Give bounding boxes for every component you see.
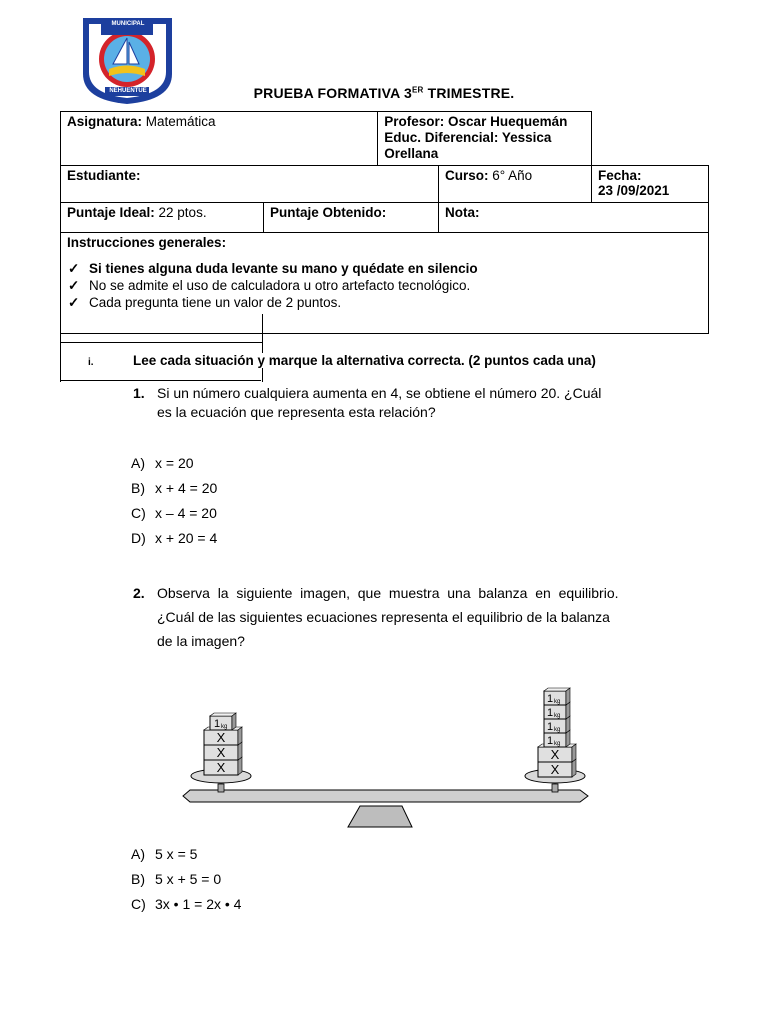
option-a[interactable]: A) 5 x = 5 bbox=[131, 846, 198, 862]
svg-text:X: X bbox=[216, 760, 226, 775]
profesor-text: Profesor: Oscar Huequemán bbox=[384, 114, 568, 129]
logo-bottom-text: NEHUENTUE bbox=[109, 88, 147, 94]
question-2 bbox=[133, 581, 657, 653]
asignatura-value: Matemática bbox=[142, 114, 216, 129]
instrucciones-label: Instrucciones generales: bbox=[67, 235, 227, 250]
option-a[interactable]: A) x = 20 bbox=[131, 455, 194, 471]
instruction-item: ✓ No se admite el uso de calculadora u otro artefacto tecnológico. bbox=[89, 277, 702, 294]
svg-text:1: 1 bbox=[214, 718, 221, 730]
section-number: i. bbox=[88, 357, 94, 368]
section-text: Lee cada situación y marque la alternativa correcta. (2 puntos cada una) bbox=[133, 353, 596, 368]
question-number: 2. bbox=[133, 585, 145, 601]
puntaje-obtenido-label: Puntaje Obtenido: bbox=[270, 205, 387, 220]
svg-text:1: 1 bbox=[547, 721, 554, 733]
logo-top-text: ESCUELA MUNICIPAL bbox=[111, 14, 145, 27]
svg-text:X: X bbox=[550, 747, 560, 762]
question-text: Si un número cualquiera aumenta en 4, se obtiene el número 20. ¿Cuál bbox=[157, 385, 602, 401]
estudiante-label: Estudiante: bbox=[67, 168, 141, 183]
puntaje-ideal-label: Puntaje Ideal: bbox=[67, 205, 155, 220]
question-text: de la imagen? bbox=[157, 633, 245, 649]
svg-text:X: X bbox=[550, 762, 560, 777]
instruction-item: ✓ Cada pregunta tiene un valor de 2 puntos. bbox=[89, 294, 702, 311]
svg-text:1: 1 bbox=[547, 707, 554, 719]
question-text: Observa la siguiente imagen, que muestra una balanza en equilibrio. bbox=[157, 585, 619, 601]
svg-text:kg: kg bbox=[554, 727, 561, 733]
option-d[interactable]: D) x + 20 = 4 bbox=[131, 530, 218, 546]
fecha-label: Fecha: bbox=[598, 168, 642, 183]
instruction-item: ✓ Si tienes alguna duda levante su mano y quédate en silencio bbox=[89, 260, 702, 277]
svg-text:kg: kg bbox=[554, 699, 561, 705]
question-1 bbox=[133, 384, 601, 422]
option-b[interactable]: B) x + 4 = 20 bbox=[131, 480, 218, 496]
svg-text:kg: kg bbox=[554, 741, 561, 747]
option-c[interactable]: C) 3x • 1 = 2x • 4 bbox=[131, 896, 242, 912]
svg-text:kg: kg bbox=[221, 724, 228, 730]
fecha-value: 23 /09/2021 bbox=[598, 183, 670, 198]
empty-box bbox=[60, 314, 263, 343]
educ-text: Educ. Diferencial: Yessica Orellana bbox=[384, 130, 552, 161]
svg-text:X: X bbox=[216, 745, 226, 760]
option-b[interactable]: B) 5 x + 5 = 0 bbox=[131, 871, 222, 887]
puntaje-ideal-value: 22 ptos. bbox=[154, 205, 207, 220]
header-table bbox=[60, 111, 709, 334]
right-kg-block bbox=[544, 688, 570, 705]
svg-text:kg: kg bbox=[554, 713, 561, 719]
question-number: 1. bbox=[133, 385, 145, 401]
section-heading bbox=[88, 353, 600, 368]
question-text: es la ecuación que representa esta relación? bbox=[157, 404, 436, 420]
curso-value: 6° Año bbox=[488, 168, 533, 183]
question-text: ¿Cuál de las siguientes ecuaciones representa el equilibrio de la balanza bbox=[157, 609, 610, 625]
asignatura-label: Asignatura: bbox=[67, 114, 143, 129]
option-c[interactable]: C) x – 4 = 20 bbox=[131, 505, 217, 521]
svg-text:X: X bbox=[216, 730, 226, 745]
svg-text:1: 1 bbox=[547, 693, 554, 705]
balance-scale-image bbox=[180, 680, 590, 830]
curso-label: Curso: bbox=[445, 168, 489, 183]
left-kg-block bbox=[210, 713, 236, 730]
empty-box-bottom-line bbox=[60, 380, 261, 382]
nota-label: Nota: bbox=[445, 205, 480, 220]
svg-text:1: 1 bbox=[547, 735, 554, 747]
page-title: PRUEBA FORMATIVA 3ER TRIMESTRE. bbox=[253, 85, 515, 101]
